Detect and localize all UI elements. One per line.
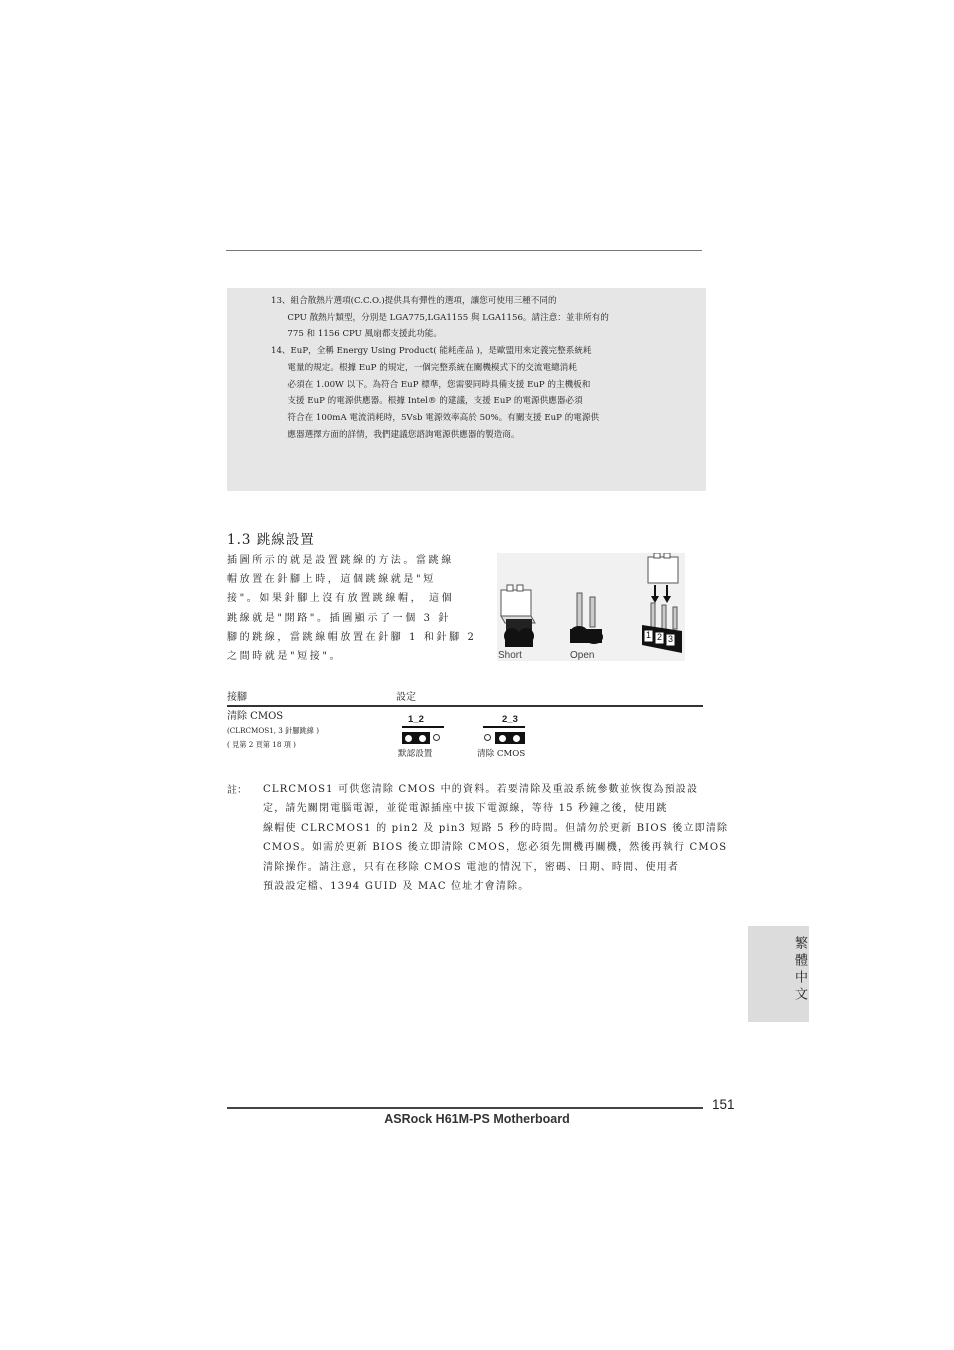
footnote-body — [263, 780, 728, 896]
intro-paragraph — [227, 551, 476, 666]
intro-line: 帽放置在針腳上時，這個跳線就是"短 — [227, 574, 436, 586]
note-line: 14、EuP，全稱 Energy Using Product( 能耗產品 )，是歐盟用來定義完整系統耗 — [271, 346, 592, 357]
jumper-open-pin — [433, 734, 440, 741]
footer-rule — [227, 1107, 703, 1109]
open-jumper — [570, 593, 603, 644]
note-line: 13、組合散熱片選項(C.C.O.)提供具有彈性的選項，讓您可使用三種不同的 — [271, 296, 557, 306]
jumper-label-rule — [402, 726, 444, 728]
short-label: Short — [498, 650, 522, 661]
jumper-diagram — [497, 553, 685, 661]
open-label: Open — [570, 650, 595, 661]
row-clear-cmos-name: 清除 CMOS — [227, 711, 284, 722]
language-tab-label: 繁體中文 — [792, 936, 807, 1004]
row-clear-cmos-desc: (CLRCMOS1, 3 針腳跳線 ) — [227, 726, 320, 735]
notes-box — [227, 288, 706, 491]
footnote-line: CLRCMOS1 可供您清除 CMOS 中的資料。若要清除及重設系統參數並恢復為預設設 — [263, 784, 699, 795]
table-header-rule — [227, 705, 703, 707]
intro-line: 跳線就是"開路"。插圖顯示了一個 3 針 — [227, 612, 451, 624]
jumper-clear-caption: 清除 CMOS — [477, 749, 526, 759]
jumper-default-caption: 默認設置 — [398, 749, 433, 759]
intro-line: 插圖所示的就是設置跳線的方法。當跳線 — [227, 555, 454, 566]
jumper-clear-label: 2_3 — [502, 714, 518, 725]
intro-line: 腳的跳線，當跳線帽放置在針腳 1 和針腳 2 — [227, 631, 477, 643]
row-clear-cmos-ref: ( 見第 2 頁第 18 項 ) — [227, 740, 296, 749]
footnote-line: CMOS。如需於更新 BIOS 後立即清除 CMOS，您必須先開機再關機，然後再執行 CMOS — [263, 842, 728, 854]
table-header-connector: 接腳 — [227, 692, 247, 703]
jumper-cap — [495, 732, 525, 744]
language-tab — [748, 926, 809, 1022]
note-line: 應器選擇方面的詳情，我們建議您諮詢電源供應器的製造商。 — [271, 429, 520, 440]
intro-line: 接"。如果針腳上沒有放置跳線帽， 這個 — [227, 593, 455, 605]
note-line: 必須在 1.00W 以下。為符合 EuP 標準，您需要同時具備支援 EuP 的主機板和 — [271, 379, 591, 390]
note-line: CPU 散熱片類型，分別是 LGA775,LGA1155 與 LGA1156。請注意：並非所有的 — [271, 312, 609, 323]
footnote-label: 註： — [227, 785, 247, 796]
jumper-open-pin — [484, 734, 491, 741]
note-line: 775 和 1156 CPU 風扇都支援此功能。 — [271, 329, 442, 340]
jumper-default-label: 1_2 — [408, 714, 424, 725]
pin-number: 3 — [668, 634, 674, 644]
jumper-cap — [402, 732, 430, 744]
footnote-line: 線帽使 CLRCMOS1 的 pin2 及 pin3 短路 5 秒的時間。但請勿於更新 BIOS 後立即清除 — [263, 822, 729, 834]
note-line: 支援 EuP 的電源供應器。根據 Intel® 的建議，支援 EuP 的電源供應器必須 — [271, 396, 583, 407]
footnote-line: 預設設定檔、1394 GUID 及 MAC 位址才會清除。 — [263, 881, 530, 893]
header-rule — [226, 250, 702, 251]
footnote-line: 清除操作。請注意，只有在移除 CMOS 電池的情況下，密碼、日期、時間、使用者 — [263, 861, 680, 873]
short-jumper — [501, 585, 535, 647]
pin-number: 1 — [646, 630, 652, 640]
intro-line: 之間時就是"短接"。 — [227, 651, 343, 663]
jumper-illustration — [497, 553, 685, 661]
footnote-line: 定，請先關閉電腦電源，並從電源插座中拔下電源線，等待 15 秒鐘之後，使用跳 — [263, 803, 668, 815]
footer-title: ASRock H61M-PS Motherboard — [384, 1112, 570, 1126]
note-line: 符合在 100mA 電流消耗時，5Vsb 電源效率高於 50%。有關支援 EuP 的電源供 — [271, 412, 600, 423]
page-number: 151 — [712, 1097, 735, 1112]
table-header-setting: 設定 — [396, 692, 416, 703]
section-title: 1.3 跳線設置 — [227, 532, 315, 548]
pin-number: 2 — [657, 632, 663, 642]
jumper-label-rule — [483, 726, 525, 728]
note-line: 電量的規定。根據 EuP 的規定，一個完整系統在關機模式下的交流電總消耗 — [271, 362, 577, 373]
